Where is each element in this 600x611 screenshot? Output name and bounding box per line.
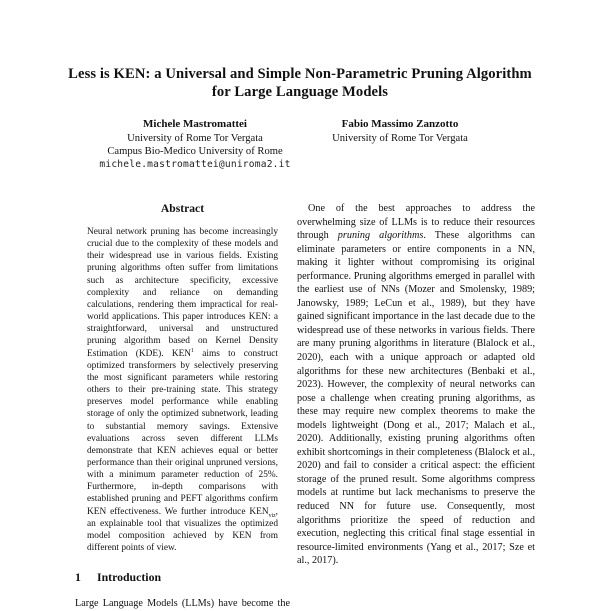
author-2-name: Fabio Massimo Zanzotto: [341, 118, 459, 130]
column-right: [297, 202, 535, 611]
introduction-first-line: Large Language Models (LLMs) have become the: [75, 598, 290, 610]
section-heading-introduction: [75, 570, 290, 585]
abstract-text: Neural network pruning has become increasingly crucial due to the complexity of these models and their widespread use in various fields. Existing pruning algorithms often suffer from limitations such as architecture specificity, excessive complexity and reliance on demanding calculations, rendering them impractical for real-world applications. This paper introduces KEN: a straightforward, universal and unstructured pruning algorithm based on Kernel Density Estimation (KDE). KEN$^1$ aims to construct optimized transformers by selectively preserving the most significant parameters while restoring others to their pre-training state. This strategy preserves model performance while enabling storage of only the optimized subnetwork, leading to substantial memory savings. Extensive evaluations across seven different LLMs demonstrate that KEN achieves equal or better performance than their original unpruned versions, with a minimum parameter reduction of 25%. Furthermore, in-depth comparisons with established pruning and PEFT algorithms confirm KEN effectiveness. We further introduce $KEN_{viz}$, an explainable tool that visualizes the optimized model composition achieved by KEN from different points of view.: [87, 227, 278, 554]
author-1-name: Michele Mastromattei: [143, 118, 247, 130]
author-1-affiliation: University of Rome Tor Vergata: [127, 132, 263, 144]
paper-title: [0, 66, 600, 101]
two-column-body: [75, 202, 535, 611]
author-2-affiliation: University of Rome Tor Vergata: [332, 132, 468, 144]
abstract-heading: Abstract: [160, 202, 205, 215]
author-1-email: michele.mastromattei@uniroma2.it: [99, 158, 291, 170]
section-number: 1: [75, 570, 81, 585]
title-line-1: Less is KEN: a Universal and Simple Non-Parametric Pruning Algorithm: [68, 66, 532, 82]
column-left: [75, 202, 290, 611]
section-title: Introduction: [97, 570, 162, 585]
right-column-text: One of the best approaches to address the overwhelming size of LLMs is to reduce their resources through pruning algorithms. These algorithms can eliminate parameters or entire components in a NN, making it lighter without compromising its original performance. Pruning algorithms emerged in parallel with the earliest use of NNs (Mozer and Smolensky, 1989; Janowsky, 1989; LeCun et al., 1989), but they have gained significant importance in the last decade due to the widespread use of these networks in various fields. There are many pruning algorithms in literature (Blalock et al., 2020), each with a unique approach or adapted old algorithms for these new architectures (Benbaki et al., 2023). However, the complexity of neural networks can pose a challenge when creating pruning algorithms, as these may require new complex theorems to make the models lightweight (Dong et al., 2017; Malach et al., 2020). Additionally, existing pruning algorithms often exhibit shortcomings in their completeness (Blalock et al., 2020) and fail to consider a critical aspect: the efficient storage of the pruned result. Some algorithms compress models at runtime but lack mechanisms to preserve the reduced NN for future use. Consequently, most algorithms prioritize the speed of reduction and execution, neglecting this critical final stage essential in resource-limited environments (Yang et al., 2017; Sze et al., 2017).: [297, 203, 535, 567]
title-line-2: for Large Language Models: [211, 83, 389, 100]
author-1: [65, 118, 325, 171]
author-2: [300, 118, 500, 145]
author-1-affiliation: Campus Bio-Medico University of Rome: [107, 145, 283, 157]
